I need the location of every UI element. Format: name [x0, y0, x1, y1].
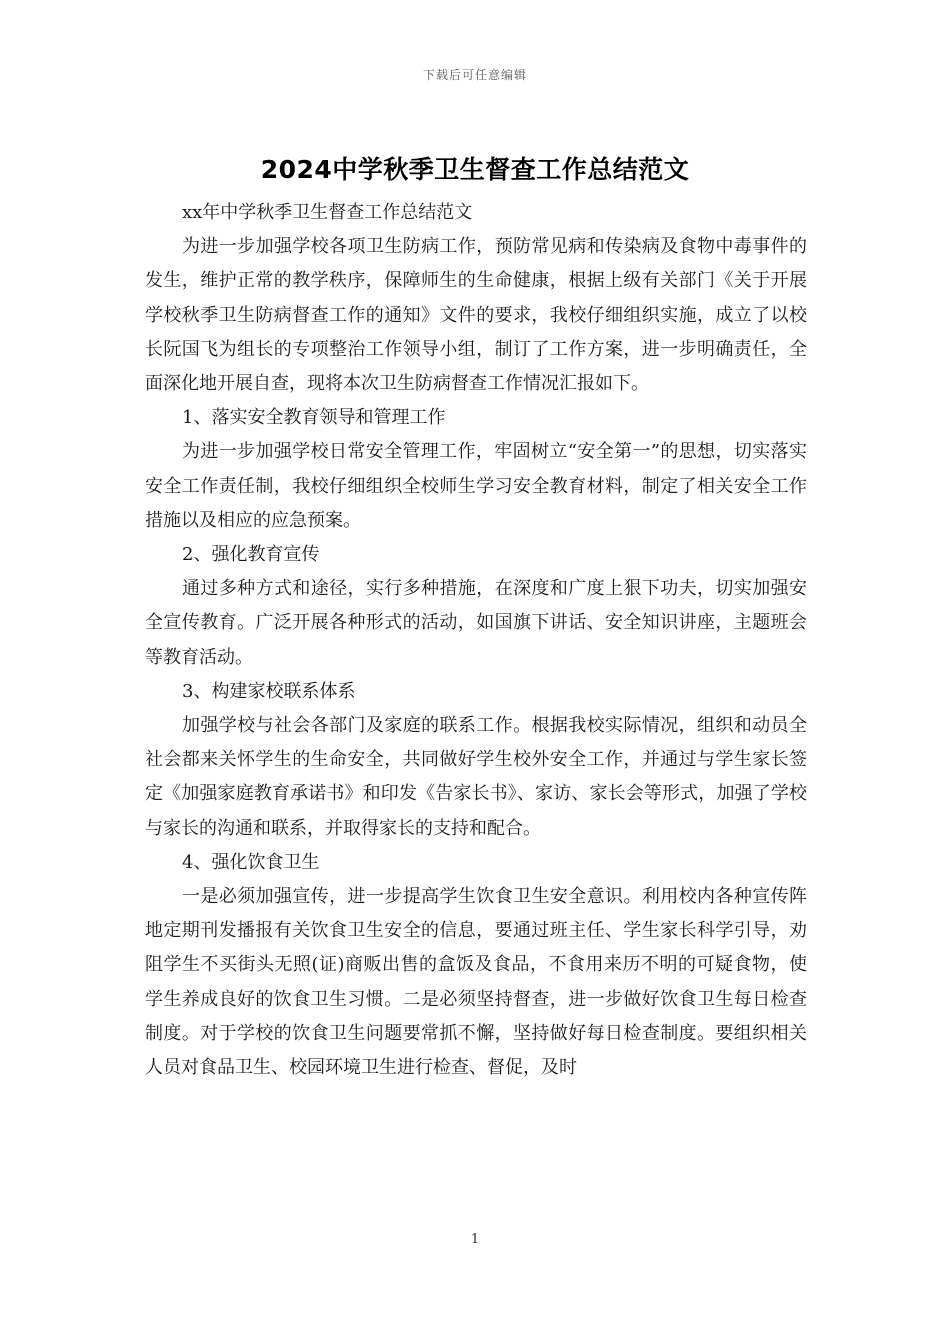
section-heading-1: 1、落实安全教育领导和管理工作 [182, 407, 446, 429]
paragraph-intro: 为进一步加强学校各项卫生防病工作，预防常见病和传染病及食物中毒事件的发生，维护正常的教学秩序，保障师生的生命健康，根据上级有关部门《关于开展学校秋季卫生防病督查工作的通知》文件的要求，我校仔细组织实施，成立了以校长阮国飞为组长的专项整治工作领导小组，制订了工作方案，进一步明确责任，全面深化地开展自查，现将本次卫生防病督查工作情况汇报如下。 [145, 236, 807, 395]
page-header: 下载后可任意编辑 [422, 68, 527, 82]
paragraph-section-2: 通过多种方式和途径，实行多种措施，在深度和广度上狠下功夫，切实加强安全宣传教育。广泛开展各种形式的活动，如国旗下讲话、安全知识讲座，主题班会等教育活动。 [145, 578, 807, 668]
document-title: 2024中学秋季卫生督查工作总结范文 [260, 155, 690, 184]
paragraph-section-1: 为进一步加强学校日常安全管理工作，牢固树立“安全第一”的思想，切实落实安全工作责任制，我校仔细组织全校师生学习安全教育材料，制定了相关安全工作措施以及相应的应急预案。 [145, 441, 807, 531]
section-heading-2: 2、强化教育宣传 [182, 544, 320, 566]
paragraph-section-3: 加强学校与社会各部门及家庭的联系工作。根据我校实际情况，组织和动员全社会都来关怀学生的生命安全，共同做好学生校外安全工作，并通过与学生家长签定《加强家庭教育承诺书》和印发《告家长书》、家访、家长会等形式，加强了学校与家长的沟通和联系，并取得家长的支持和配合。 [145, 715, 807, 839]
section-heading-3: 3、构建家校联系体系 [182, 680, 356, 702]
document-body [145, 196, 807, 1085]
paragraph-section-4: 一是必须加强宣传，进一步提高学生饮食卫生安全意识。利用校内各种宣传阵地定期刊发播报有关饮食卫生安全的信息，要通过班主任、学生家长科学引导，劝阻学生不买街头无照(证)商贩出售的盒饭及食品，不食用来历不明的可疑食物，使学生养成良好的饮食卫生习惯。二是必须坚持督查，进一步做好饮食卫生每日检查制度。对于学校的饮食卫生问题要常抓不懈，坚持做好每日检查制度。要组织相关人员对食品卫生、校园环境卫生进行检查、督促，及时 [145, 886, 807, 1079]
section-heading-4: 4、强化饮食卫生 [182, 851, 320, 873]
page-number: 1 [470, 1232, 480, 1247]
paragraph-subtitle: xx年中学秋季卫生督查工作总结范文 [182, 202, 473, 223]
